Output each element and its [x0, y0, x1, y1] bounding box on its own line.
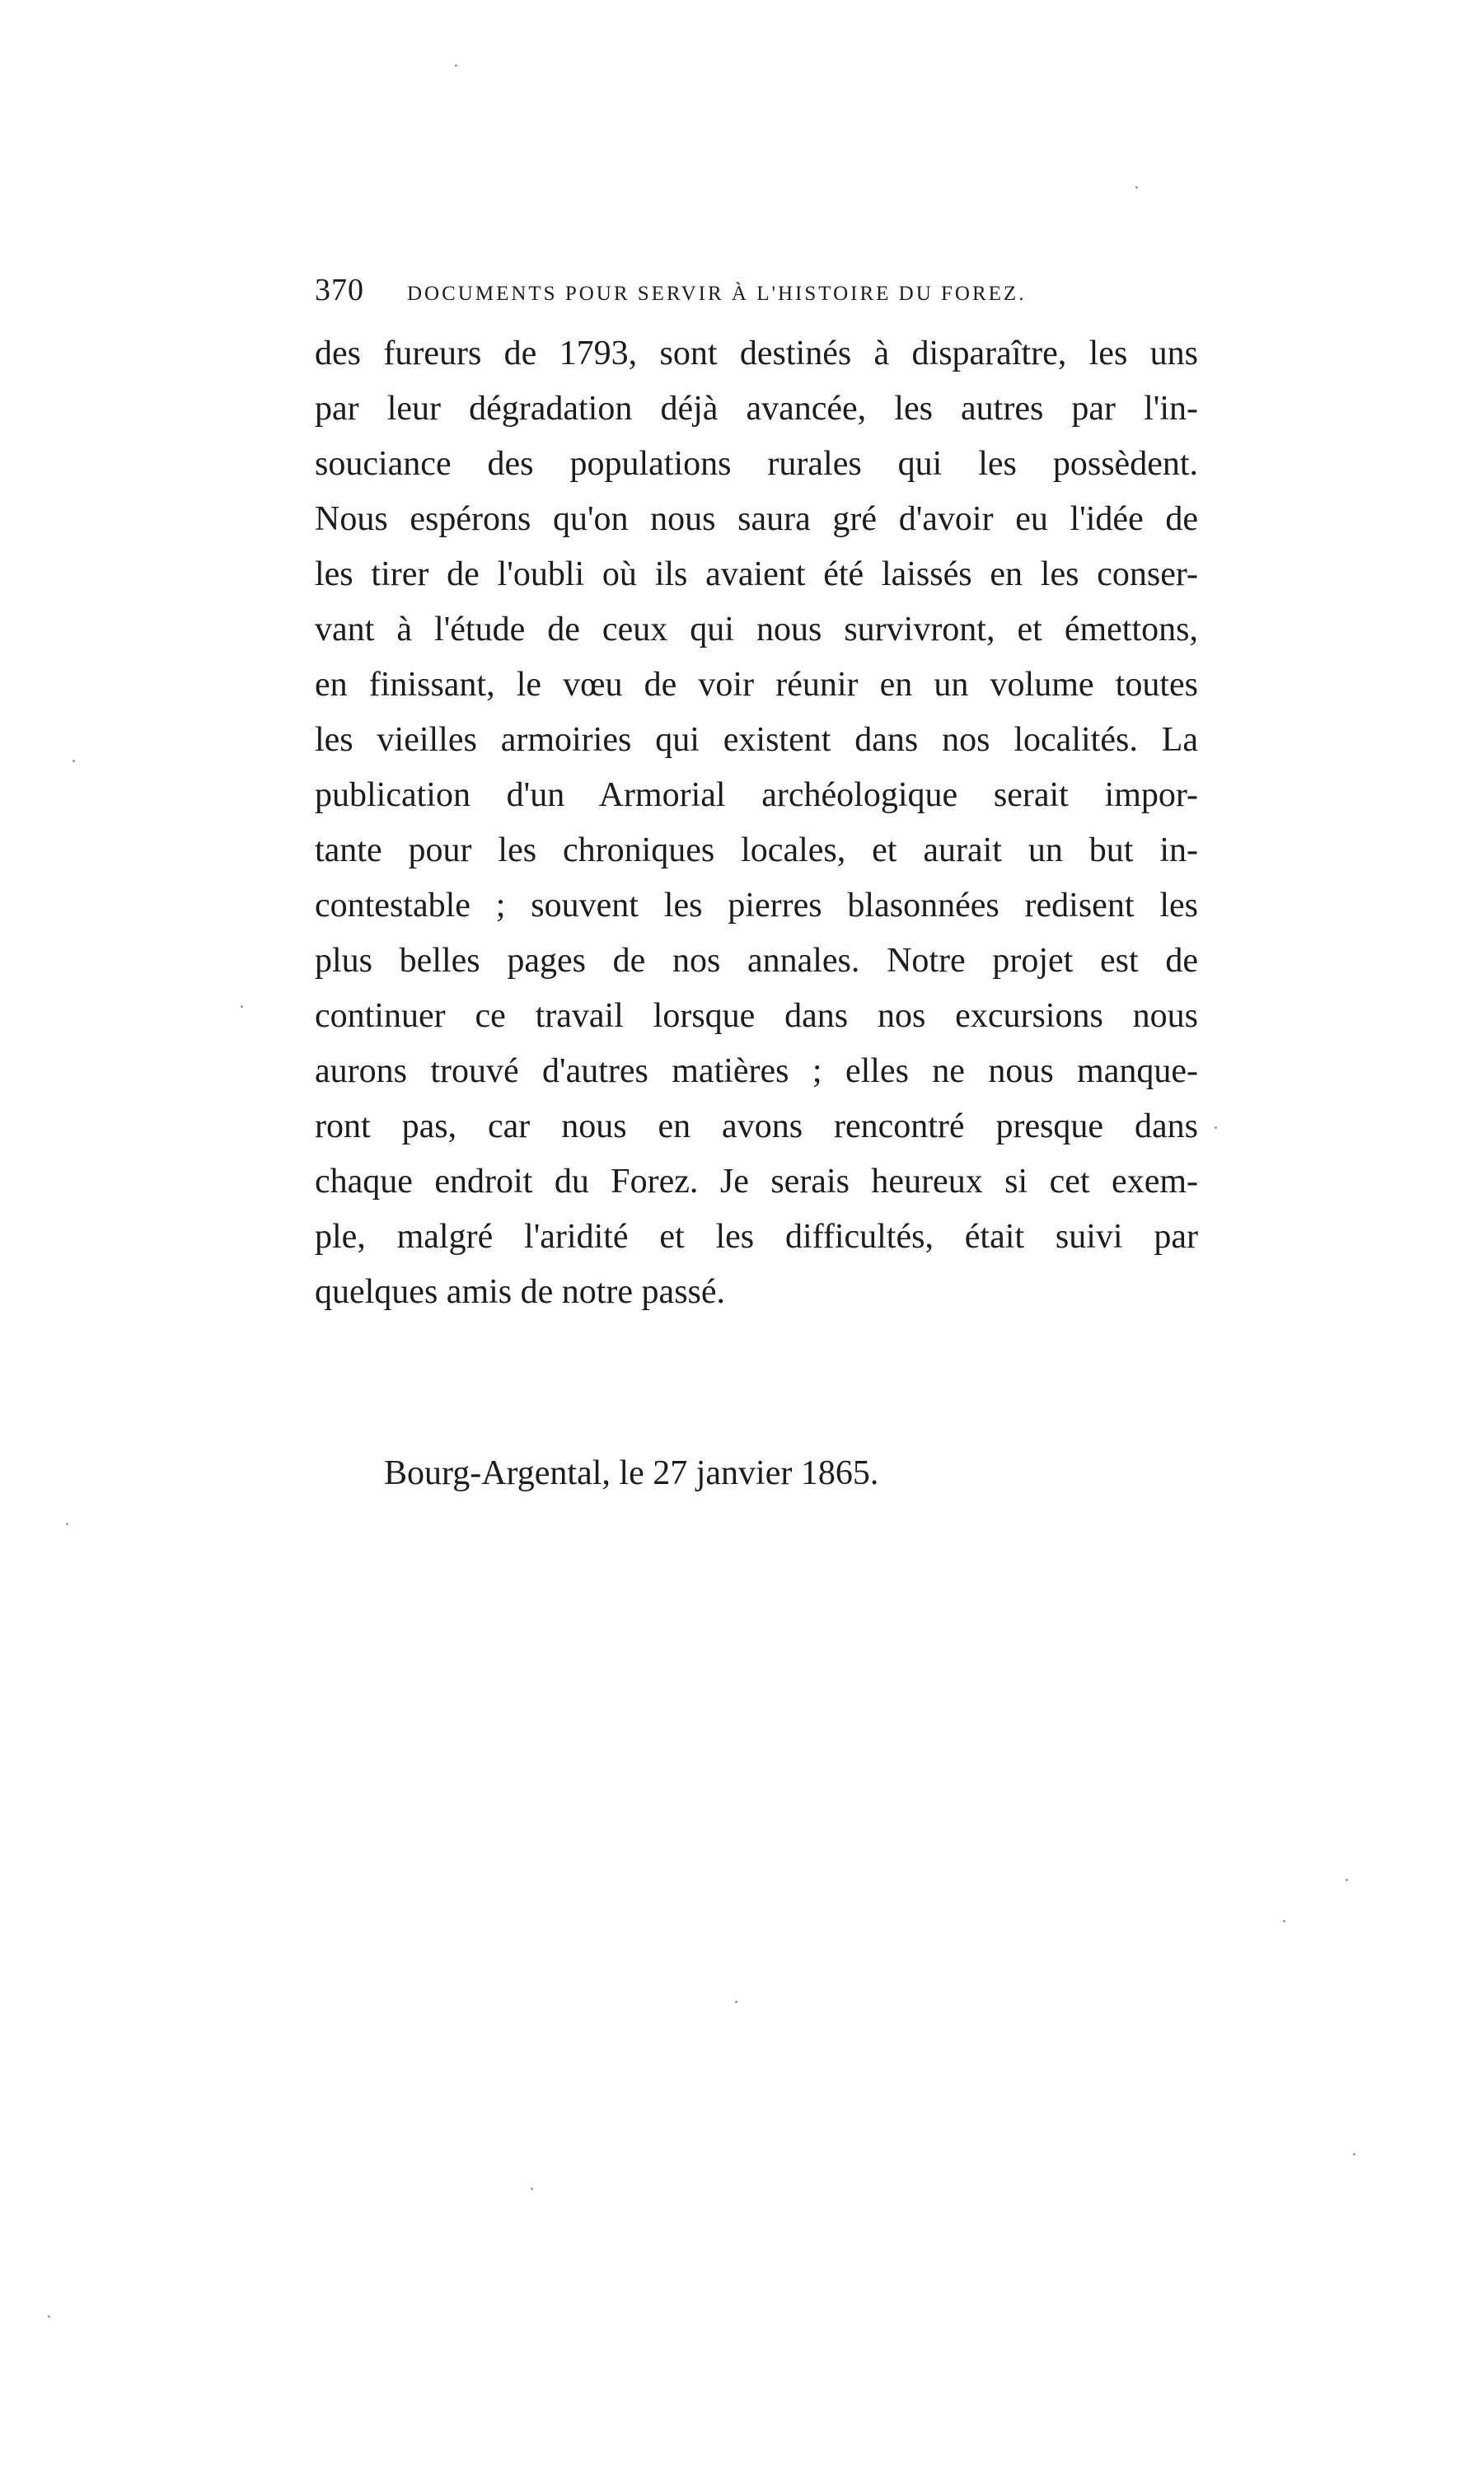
- text-line: des fureurs de 1793, sont destinés à disparaître, les uns: [315, 335, 1198, 372]
- text-line: continuer ce travail lorsque dans nos excursions nous: [315, 997, 1198, 1035]
- text-line: contestable ; souvent les pierres blasonnées redisent les: [315, 887, 1198, 925]
- text-line: les tirer de l'oubli où ils avaient été laissés en les conser-: [315, 555, 1198, 593]
- paper-speck: [73, 760, 75, 762]
- paper-speck: [1353, 2153, 1355, 2156]
- paper-speck: [1215, 1126, 1217, 1129]
- text-line: Nous espérons qu'on nous saura gré d'avoir eu l'idée de: [315, 500, 1198, 538]
- text-line: souciance des populations rurales qui les possèdent.: [315, 445, 1198, 483]
- place-date-signature: Bourg-Argental, le 27 janvier 1865.: [384, 1454, 879, 1492]
- paper-speck: [1346, 1879, 1348, 1881]
- text-line: en finissant, le vœu de voir réunir en un volume toutes: [315, 666, 1198, 704]
- text-line: vant à l'étude de ceux qui nous survivront, et émettons,: [315, 611, 1198, 648]
- paper-speck: [735, 2001, 737, 2003]
- text-line: ple, malgré l'aridité et les difficultés, était suivi par: [315, 1218, 1198, 1256]
- paper-speck: [66, 1523, 68, 1525]
- text-line: quelques amis de notre passé.: [315, 1273, 726, 1311]
- text-line: aurons trouvé d'autres matières ; elles ne nous manque-: [315, 1052, 1198, 1090]
- text-line: par leur dégradation déjà avancée, les autres par l'in-: [315, 390, 1198, 428]
- paper-speck: [48, 2315, 50, 2318]
- paper-speck: [1135, 186, 1138, 189]
- text-line: ront pas, car nous en avons rencontré presque dans: [315, 1107, 1198, 1145]
- paper-speck: [1283, 1920, 1285, 1922]
- text-line: les vieilles armoiries qui existent dans nos localités. La: [315, 721, 1198, 759]
- body-paragraph: [315, 326, 1198, 1320]
- text-line: publication d'un Armorial archéologique serait impor-: [315, 776, 1198, 814]
- paper-speck: [455, 64, 457, 67]
- page-number: 370: [315, 273, 364, 307]
- paper-speck: [241, 1005, 243, 1008]
- text-line: plus belles pages de nos annales. Notre projet est de: [315, 942, 1198, 980]
- text-line: tante pour les chroniques locales, et aurait un but in-: [315, 831, 1198, 869]
- text-line: chaque endroit du Forez. Je serais heureux si cet exem-: [315, 1163, 1198, 1201]
- running-header: [315, 272, 1205, 313]
- paper-speck: [531, 2188, 533, 2190]
- running-title: DOCUMENTS POUR SERVIR À L'HISTOIRE DU FOREZ.: [407, 283, 1027, 305]
